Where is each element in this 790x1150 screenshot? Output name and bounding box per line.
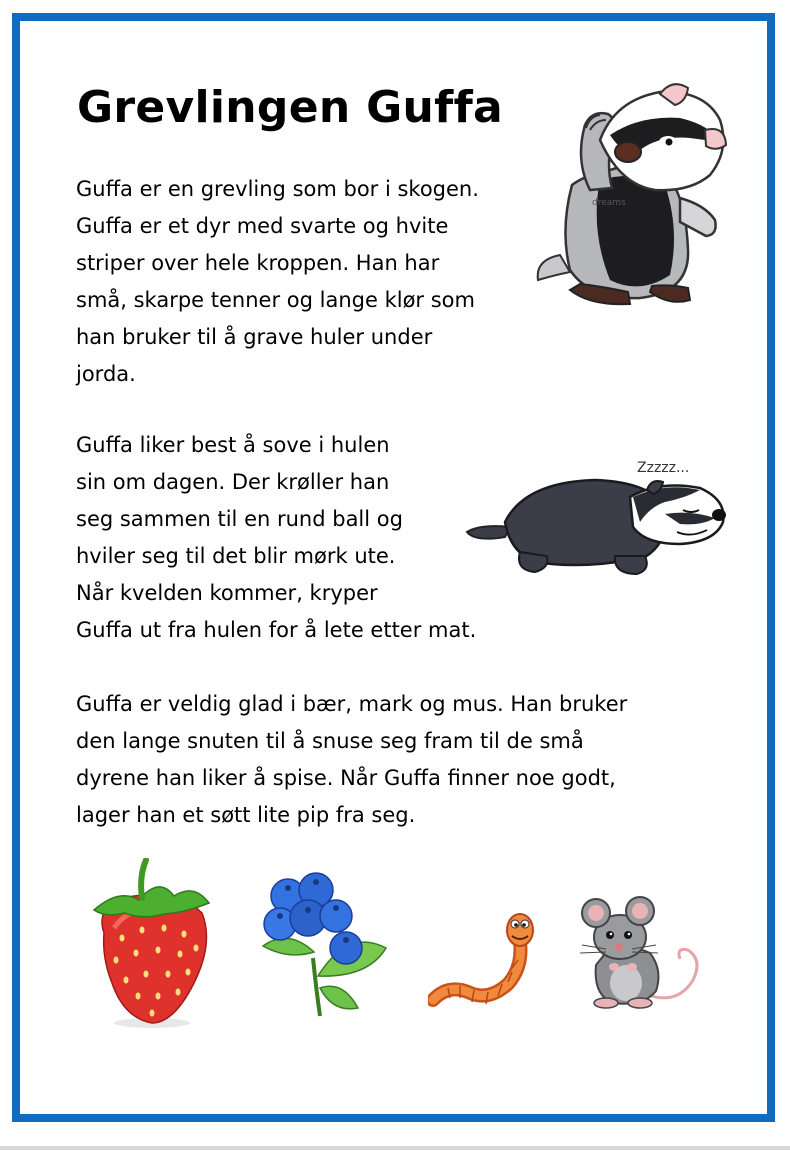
text-line: den lange snuten til å snuse seg fram til de små [76, 729, 584, 753]
bottom-strip [0, 1146, 790, 1150]
text-line: han bruker til å grave huler under [76, 325, 433, 349]
story-paragraph-2 [76, 427, 476, 649]
text-line: Guffa liker best å sove i hulen [76, 433, 390, 457]
worm-icon [428, 912, 548, 1007]
blueberries-icon [258, 868, 393, 1018]
text-line: sin om dagen. Der krøller han [76, 470, 390, 494]
snore-text: Zzzzz... [637, 460, 690, 476]
text-line: lager han et søtt lite pip fra seg. [76, 803, 416, 827]
watermark: dreams [592, 198, 626, 208]
text-line: jorda. [76, 362, 136, 386]
text-line: Når kvelden kommer, kryper [76, 581, 378, 605]
mouse-icon [568, 895, 713, 1013]
text-line: striper over hele kroppen. Han har [76, 251, 440, 275]
text-line: små, skarpe tenner og lange klør som [76, 288, 475, 312]
story-title: Grevlingen Guffa [77, 82, 504, 133]
strawberry-icon [84, 858, 214, 1028]
text-line: dyrene han liker å spise. Når Guffa finner noe godt, [76, 766, 616, 790]
text-line: seg sammen til en rund ball og [76, 507, 403, 531]
story-paragraph-1 [76, 171, 479, 393]
text-line: Guffa er veldig glad i bær, mark og mus. Han bruker [76, 692, 628, 716]
text-line: Guffa er en grevling som bor i skogen. [76, 177, 479, 201]
text-line: Guffa ut fra hulen for å lete etter mat. [76, 618, 477, 642]
badger-sleeping-icon [465, 452, 730, 580]
badger-standing-icon [530, 80, 730, 315]
story-paragraph-3 [76, 686, 627, 834]
text-line: Guffa er et dyr med svarte og hvite [76, 214, 449, 238]
text-line: hviler seg til det blir mørk ute. [76, 544, 396, 568]
